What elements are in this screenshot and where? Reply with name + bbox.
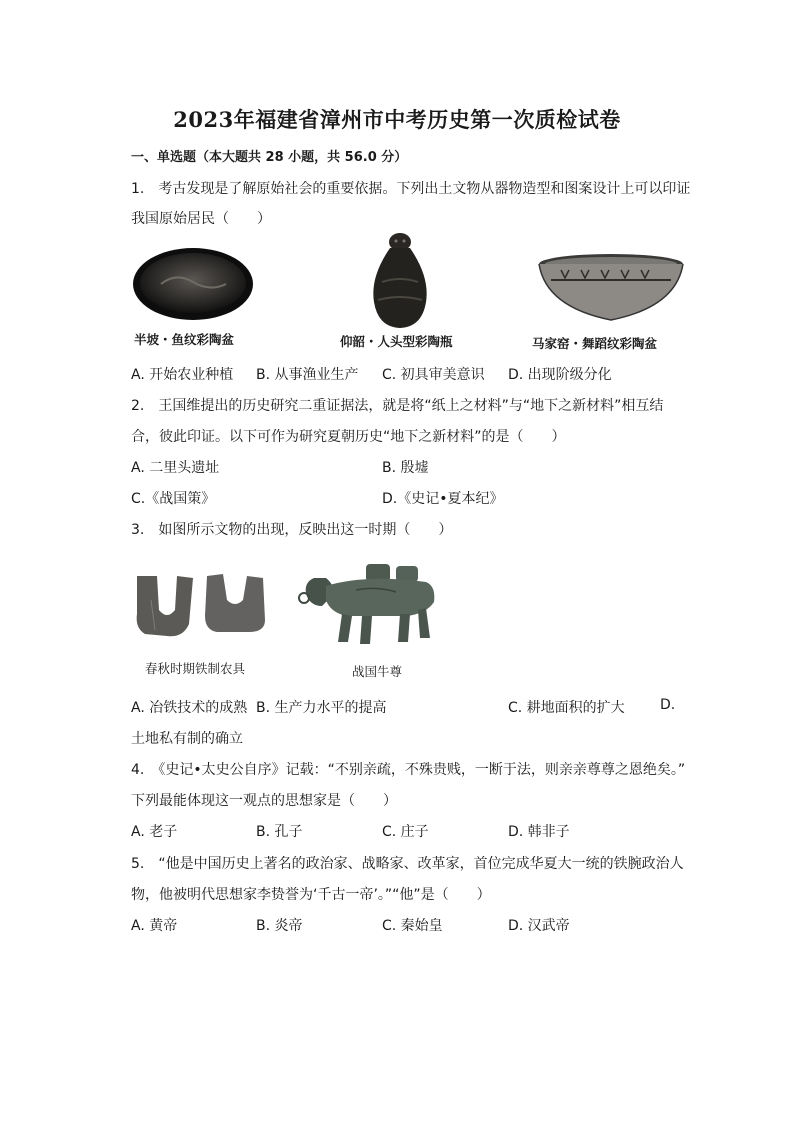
q4-option-d[interactable]: D. 韩非子 — [508, 824, 570, 840]
q2-option-b[interactable]: B. 殷墟 — [382, 460, 429, 476]
q5-option-d[interactable]: D. 汉武帝 — [508, 918, 570, 934]
q3-caption-2: 战国牛尊 — [352, 664, 403, 679]
section-heading: 一、单选题（本大题共 28 小题，共 56.0 分） — [131, 150, 408, 165]
iron-farm-tools-image — [131, 570, 271, 642]
q2-option-c[interactable]: C.《战国策》 — [131, 491, 216, 507]
human-head-vase-image — [360, 232, 440, 332]
q4-option-c[interactable]: C. 庄子 — [382, 824, 429, 840]
q5-option-c[interactable]: C. 秦始皇 — [382, 918, 443, 934]
q4-option-a[interactable]: A. 老子 — [131, 824, 178, 840]
page-title: 2023年福建省漳州市中考历史第一次质检试卷 — [173, 107, 621, 132]
dancing-pattern-basin-image — [536, 252, 686, 324]
q2-line-1: 2. 王国维提出的历史研究二重证据法，就是将“纸上之材料”与“地下之新材料”相互结 — [131, 398, 664, 414]
q1-line-1: 1. 考古发现是了解原始社会的重要依据。下列出土文物从器物造型和图案设计上可以印证 — [131, 181, 691, 197]
q1-line-2: 我国原始居民（ ） — [131, 211, 271, 227]
q1-caption-3: 马家窑・舞蹈纹彩陶盆 — [532, 336, 658, 351]
q1-option-c[interactable]: C. 初具审美意识 — [382, 367, 485, 383]
q3-option-b[interactable]: B. 生产力水平的提高 — [256, 700, 387, 716]
q1-option-d[interactable]: D. 出现阶级分化 — [508, 367, 612, 383]
q5-option-b[interactable]: B. 炎帝 — [256, 918, 303, 934]
fish-pattern-basin-image — [131, 244, 256, 324]
q3-option-c[interactable]: C. 耕地面积的扩大 — [508, 700, 625, 716]
q1-caption-1: 半坡・鱼纹彩陶盆 — [134, 332, 235, 347]
q3-option-a[interactable]: A. 冶铁技术的成熟 — [131, 700, 248, 716]
q4-line-2: 下列最能体现这一观点的思想家是（ ） — [131, 793, 397, 809]
q3-line-1: 3. 如图所示文物的出现，反映出这一时期（ ） — [131, 522, 453, 538]
q1-option-b[interactable]: B. 从事渔业生产 — [256, 367, 359, 383]
q1-option-a[interactable]: A. 开始农业种植 — [131, 367, 234, 383]
q5-option-a[interactable]: A. 黄帝 — [131, 918, 178, 934]
q2-option-d[interactable]: D.《史记•夏本纪》 — [382, 491, 504, 507]
q5-line-2: 物，他被明代思想家李贽誉为‘千古一帝’。”“他”是（ ） — [131, 887, 491, 903]
q4-option-b[interactable]: B. 孔子 — [256, 824, 303, 840]
q2-option-a[interactable]: A. 二里头遗址 — [131, 460, 220, 476]
q3-option-d-text[interactable]: 土地私有制的确立 — [131, 731, 243, 747]
q4-line-1: 4. 《史记•太史公自序》记载：“不别亲疏，不殊贵贱，一断于法，则亲亲尊尊之恩绝矣。” — [131, 762, 686, 778]
q1-caption-2: 仰韶・人头型彩陶瓶 — [340, 334, 453, 349]
q3-option-d[interactable]: D. — [660, 697, 676, 713]
q5-line-1: 5. “他是中国历史上著名的政治家、战略家、改革家，首位完成华夏大一统的铁腕政治人 — [131, 856, 684, 872]
ox-zun-vessel-image — [296, 556, 442, 648]
q2-line-2: 合，彼此印证。以下可作为研究夏朝历史“地下之新材料”的是（ ） — [131, 429, 566, 445]
q3-caption-1: 春秋时期铁制农具 — [145, 661, 246, 676]
